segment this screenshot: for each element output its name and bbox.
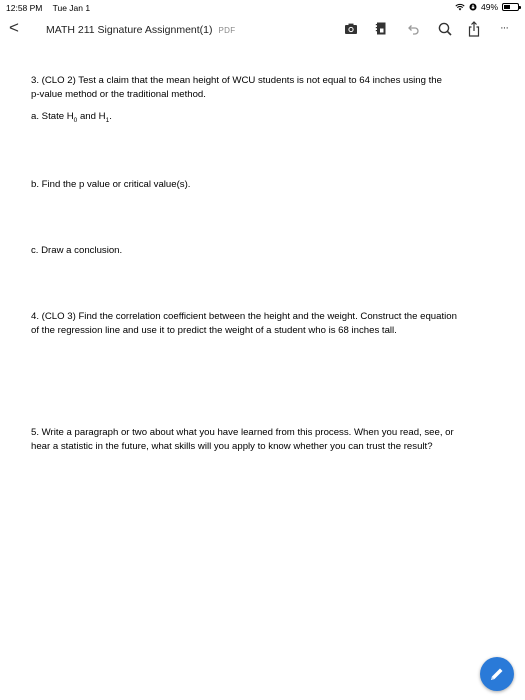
undo-icon	[404, 20, 422, 38]
document-name: MATH 211 Signature Assignment(1)	[46, 24, 213, 36]
question-4-line-2: of the regression line and use it to predict the weight of a student who is 68 inches tall.	[31, 324, 397, 336]
status-left	[6, 3, 98, 13]
notebook-icon	[372, 20, 390, 38]
h1-subscript: 1	[105, 116, 110, 124]
question-3-line-2: p-value method or the traditional method.	[31, 88, 206, 100]
notebook-button[interactable]	[372, 20, 390, 38]
question-3a	[31, 110, 501, 127]
edit-button[interactable]	[480, 657, 514, 691]
question-3a-end: .	[109, 111, 112, 122]
pdf-page	[0, 42, 525, 700]
question-4	[31, 310, 501, 337]
nav-bar	[0, 16, 525, 42]
search-icon	[436, 20, 454, 38]
question-3a-middle: and H	[77, 111, 106, 122]
orientation-lock-icon	[469, 3, 477, 11]
camera-icon	[342, 20, 360, 38]
pencil-icon	[489, 666, 505, 682]
camera-button[interactable]	[342, 20, 360, 38]
h0-subscript: 0	[73, 116, 78, 124]
status-right	[455, 2, 519, 12]
question-3c: c. Draw a conclusion.	[31, 245, 123, 256]
battery-percent: 49%	[480, 2, 498, 12]
more-icon: ···	[500, 22, 508, 34]
question-3a-prefix: a. State H	[31, 111, 74, 122]
share-icon	[465, 20, 483, 38]
question-3b: b. Find the p value or critical value(s).	[31, 179, 191, 190]
battery-fill	[504, 5, 510, 9]
battery-icon	[502, 3, 519, 11]
document-title	[46, 24, 235, 36]
search-button[interactable]	[436, 20, 454, 38]
question-5-line-2: hear a statistic in the future, what skills will you apply to know whether you can trust the result?	[31, 440, 433, 452]
question-5	[31, 426, 501, 453]
status-bar	[0, 0, 525, 16]
back-button[interactable]: <	[9, 18, 19, 37]
share-button[interactable]	[465, 20, 483, 38]
question-5-line-1: 5. Write a paragraph or two about what you have learned from this process. When you read, see, or	[31, 427, 454, 438]
wifi-icon	[455, 3, 465, 11]
more-button[interactable]	[498, 20, 520, 38]
file-type-label: PDF	[218, 26, 236, 35]
question-4-line-1: 4. (CLO 3) Find the correlation coefficient between the height and the weight. Construct the equation	[31, 311, 457, 322]
undo-button[interactable]	[404, 20, 422, 38]
question-3	[31, 74, 501, 101]
question-3-line-1: 3. (CLO 2) Test a claim that the mean height of WCU students is not equal to 64 inches using the	[31, 75, 442, 86]
status-time: 12:58 PM	[6, 3, 43, 13]
status-date: Tue Jan 1	[52, 3, 91, 13]
